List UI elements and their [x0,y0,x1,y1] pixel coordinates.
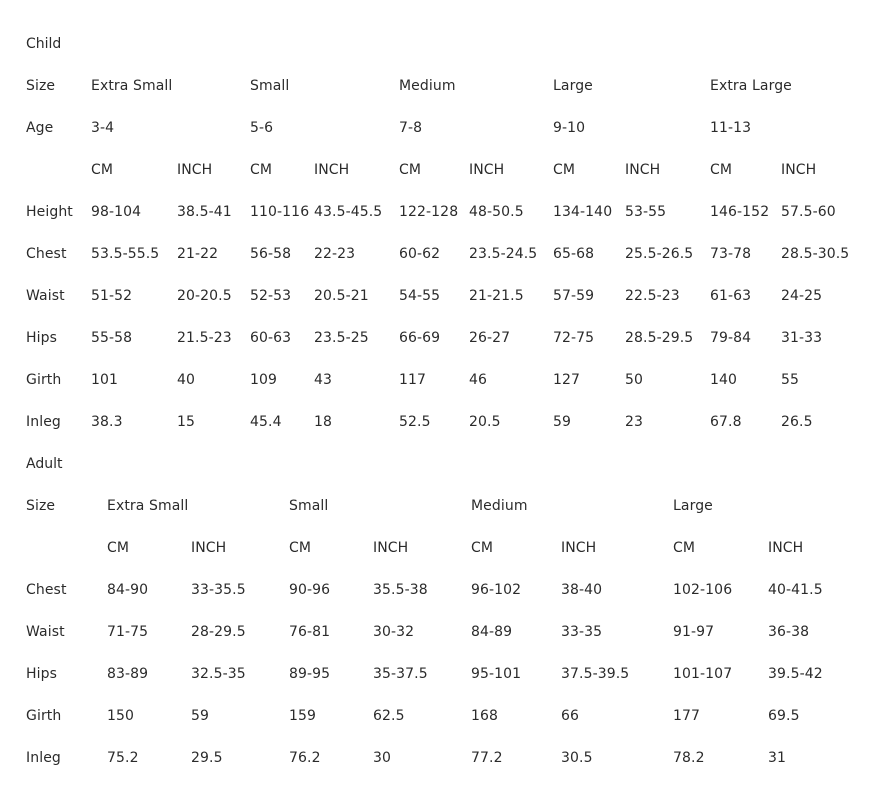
child-cell: 28.5-30.5 [781,246,850,262]
adult-row-hips [0,664,870,706]
child-row-hips [0,328,870,370]
adult-section-title: Adult [26,456,63,472]
adult-cell: 168 [471,708,499,724]
adult-cell: 69.5 [768,708,800,724]
child-cell: 51-52 [91,288,133,304]
child-row-label: Size [26,78,56,94]
child-row-label: Waist [26,288,65,304]
adult-cell: Extra Small [107,498,189,514]
adult-cell: 35-37.5 [373,666,428,682]
child-cell: 11-13 [710,120,752,136]
adult-cell: 101-107 [673,666,733,682]
child-cell: 45.4 [250,414,282,430]
adult-cell: CM [289,540,312,556]
adult-cell: 150 [107,708,135,724]
adult-cell: 39.5-42 [768,666,823,682]
child-cell: 24-25 [781,288,823,304]
child-cell: 61-63 [710,288,752,304]
adult-cell: 78.2 [673,750,705,766]
child-cell: 26-27 [469,330,511,346]
child-cell: 18 [314,414,333,430]
child-cell: 55-58 [91,330,133,346]
child-cell: 101 [91,372,119,388]
adult-cell: 30 [373,750,392,766]
adult-row-inleg [0,748,870,790]
adult-cell: Medium [471,498,528,514]
child-cell: Large [553,78,593,94]
adult-cell: CM [107,540,130,556]
child-cell: 48-50.5 [469,204,524,220]
child-row-age [0,118,870,160]
adult-cell: 71-75 [107,624,149,640]
child-cell: INCH [314,162,350,178]
adult-cell: 76.2 [289,750,321,766]
child-cell: 60-63 [250,330,292,346]
adult-cell: 28-29.5 [191,624,246,640]
child-cell: Medium [399,78,456,94]
child-cell: 46 [469,372,488,388]
child-row-waist [0,286,870,328]
child-cell: 72-75 [553,330,595,346]
child-cell: 57-59 [553,288,595,304]
child-cell: CM [91,162,114,178]
adult-cell: Large [673,498,713,514]
child-cell: 52.5 [399,414,431,430]
child-cell: Small [250,78,290,94]
child-cell: CM [710,162,733,178]
child-cell: 53-55 [625,204,667,220]
child-cell: INCH [469,162,505,178]
child-cell: 54-55 [399,288,441,304]
child-cell: 5-6 [250,120,274,136]
child-cell: 43.5-45.5 [314,204,383,220]
adult-cell: 177 [673,708,701,724]
child-cell: 127 [553,372,581,388]
child-row-girth [0,370,870,412]
child-cell: 50 [625,372,644,388]
child-cell: 21-22 [177,246,219,262]
adult-cell: 31 [768,750,787,766]
child-row-units [0,160,870,202]
adult-cell: 33-35 [561,624,603,640]
adult-cell: 40-41.5 [768,582,823,598]
child-cell: 21.5-23 [177,330,232,346]
child-cell: 7-8 [399,120,423,136]
adult-cell: 83-89 [107,666,149,682]
child-cell: 98-104 [91,204,142,220]
adult-cell: 75.2 [107,750,139,766]
child-row-label: Hips [26,330,57,346]
adult-cell: 35.5-38 [373,582,428,598]
child-cell: 21-21.5 [469,288,524,304]
adult-cell: Small [289,498,329,514]
child-row-label: Inleg [26,414,61,430]
adult-cell: 36-38 [768,624,810,640]
adult-row-size [0,496,870,538]
child-row-label: Height [26,204,73,220]
child-cell: 43 [314,372,333,388]
adult-cell: 84-89 [471,624,513,640]
child-cell: CM [250,162,273,178]
child-cell: 140 [710,372,738,388]
child-cell: 23.5-25 [314,330,369,346]
adult-cell: 89-95 [289,666,331,682]
child-cell: 134-140 [553,204,613,220]
child-cell: 20.5 [469,414,501,430]
child-cell: 117 [399,372,427,388]
child-cell: 28.5-29.5 [625,330,694,346]
child-cell: 56-58 [250,246,292,262]
adult-cell: INCH [373,540,409,556]
adult-cell: 90-96 [289,582,331,598]
adult-cell: 38-40 [561,582,603,598]
adult-cell: 95-101 [471,666,522,682]
child-cell: 122-128 [399,204,459,220]
child-cell: 38.3 [91,414,123,430]
child-cell: 60-62 [399,246,441,262]
adult-row-label: Chest [26,582,67,598]
child-cell: 53.5-55.5 [91,246,160,262]
child-cell: 57.5-60 [781,204,836,220]
adult-cell: 66 [561,708,580,724]
child-cell: 23.5-24.5 [469,246,538,262]
child-row-chest [0,244,870,286]
child-cell: 38.5-41 [177,204,232,220]
adult-row-waist [0,622,870,664]
adult-row-girth [0,706,870,748]
child-row-inleg [0,412,870,454]
child-cell: CM [553,162,576,178]
child-cell: 52-53 [250,288,292,304]
adult-cell: 30-32 [373,624,415,640]
child-cell: 55 [781,372,800,388]
adult-row-label: Girth [26,708,62,724]
adult-cell: 29.5 [191,750,223,766]
adult-cell: CM [673,540,696,556]
child-cell: Extra Large [710,78,792,94]
child-cell: 66-69 [399,330,441,346]
child-cell: 26.5 [781,414,813,430]
child-cell: 146-152 [710,204,770,220]
adult-cell: 37.5-39.5 [561,666,630,682]
adult-row-label: Waist [26,624,65,640]
child-cell: 15 [177,414,196,430]
adult-cell: 102-106 [673,582,733,598]
adult-row-label: Hips [26,666,57,682]
adult-cell: 84-90 [107,582,149,598]
adult-cell: 159 [289,708,317,724]
adult-cell: 77.2 [471,750,503,766]
child-cell: 25.5-26.5 [625,246,694,262]
child-cell: CM [399,162,422,178]
child-cell: 73-78 [710,246,752,262]
adult-row-units [0,538,870,580]
child-cell: 23 [625,414,644,430]
adult-row-label: Size [26,498,56,514]
adult-cell: INCH [191,540,227,556]
adult-cell: 76-81 [289,624,331,640]
adult-cell: 32.5-35 [191,666,246,682]
child-cell: INCH [177,162,213,178]
child-cell: 67.8 [710,414,742,430]
child-section-title: Child [26,36,62,52]
adult-cell: INCH [768,540,804,556]
child-row-label: Chest [26,246,67,262]
adult-cell: 30.5 [561,750,593,766]
adult-cell: 96-102 [471,582,522,598]
adult-cell: 62.5 [373,708,405,724]
child-cell: 20-20.5 [177,288,232,304]
child-cell: 59 [553,414,572,430]
child-cell: 22-23 [314,246,356,262]
child-cell: 40 [177,372,196,388]
child-cell: 9-10 [553,120,586,136]
child-cell: 31-33 [781,330,823,346]
child-cell: 65-68 [553,246,595,262]
child-row-label: Girth [26,372,62,388]
adult-row-chest [0,580,870,622]
child-row-label: Age [26,120,54,136]
child-cell: 109 [250,372,278,388]
adult-cell: 33-35.5 [191,582,246,598]
child-cell: 79-84 [710,330,752,346]
adult-cell: 91-97 [673,624,715,640]
adult-cell: INCH [561,540,597,556]
child-cell: 3-4 [91,120,115,136]
child-cell: 110-116 [250,204,310,220]
child-cell: Extra Small [91,78,173,94]
adult-cell: CM [471,540,494,556]
adult-cell: 59 [191,708,210,724]
child-cell: 22.5-23 [625,288,680,304]
child-cell: 20.5-21 [314,288,369,304]
child-cell: INCH [781,162,817,178]
adult-row-label: Inleg [26,750,61,766]
child-row-size [0,76,870,118]
child-cell: INCH [625,162,661,178]
child-row-height [0,202,870,244]
